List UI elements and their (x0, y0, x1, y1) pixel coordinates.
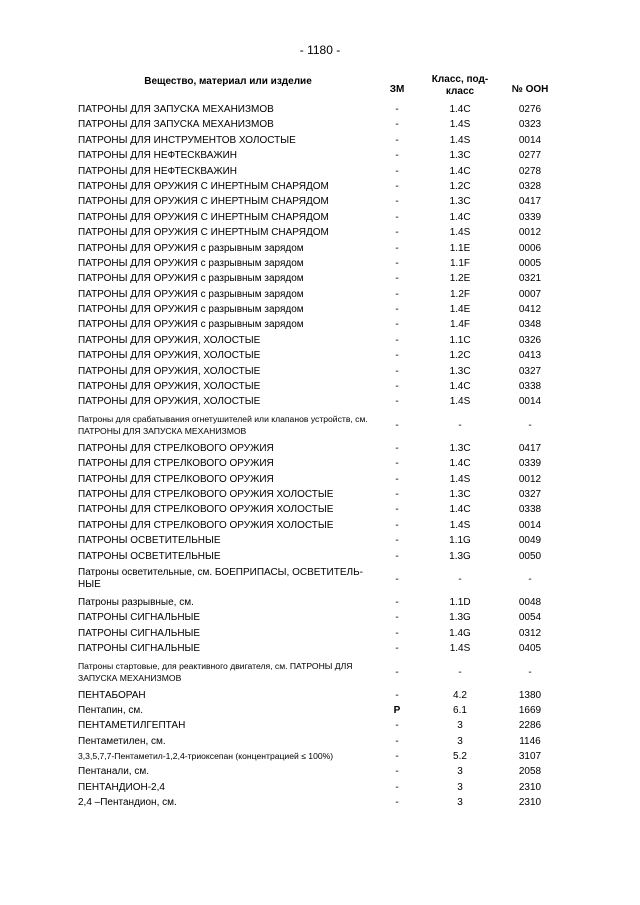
substance-cell: ПАТРОНЫ ДЛЯ СТРЕЛКОВОГО ОРУЖИЯ (78, 473, 274, 485)
table-row (0, 133, 640, 148)
substance-cell: ПАТРОНЫ ДЛЯ ОРУЖИЯ с разрывным зарядом (78, 257, 304, 269)
substance-cell: ПАТРОНЫ ДЛЯ ОРУЖИЯ с разрывным зарядом (78, 288, 304, 300)
un-number-cell: 0323 (518, 119, 542, 131)
substance-cell: Патроны разрывные, см. (78, 596, 194, 608)
class-cell: 1.3C (449, 365, 471, 377)
un-number-cell: 0054 (518, 612, 542, 624)
un-number-cell: 0277 (518, 150, 542, 162)
table-row (0, 333, 640, 348)
zm-cell: - (395, 304, 399, 316)
substance-cell: Пентанали, см. (78, 766, 150, 778)
class-cell: 1.4S (449, 519, 471, 531)
table-row (0, 441, 640, 456)
zm-cell: - (395, 381, 399, 393)
zm-cell: - (395, 689, 399, 701)
un-number-cell: 0312 (518, 627, 542, 639)
substance-cell: ПАТРОНЫ ДЛЯ ОРУЖИЯ с разрывным зарядом (78, 273, 304, 285)
substance-cell: Пентаметилен, см. (78, 735, 166, 747)
zm-cell: - (395, 288, 399, 300)
table-row (0, 148, 640, 163)
class-cell: 3 (457, 735, 463, 747)
class-cell: 1.1C (449, 334, 471, 346)
zm-cell: - (395, 350, 399, 362)
substance-cell: ПЕНТАНДИОН-2,4 (78, 781, 165, 793)
class-cell: 1.4C (449, 504, 471, 516)
un-number-cell: 2058 (518, 766, 542, 778)
table-row (0, 780, 640, 795)
class-cell: 1.3C (449, 196, 471, 208)
table-row (0, 734, 640, 749)
substance-cell: ПАТРОНЫ ДЛЯ ОРУЖИЯ, ХОЛОСТЫЕ (78, 396, 261, 408)
zm-cell: - (395, 180, 399, 192)
class-cell: 1.3G (449, 550, 471, 562)
class-cell: 1.2C (449, 180, 471, 192)
class-cell: 1.2F (449, 288, 470, 300)
table-row (0, 379, 640, 394)
un-number-cell: 0007 (518, 288, 542, 300)
substance-cell: ПАТРОНЫ ДЛЯ НЕФТЕСКВАЖИН (78, 150, 238, 162)
zm-cell: - (395, 573, 399, 585)
class-cell: 1.4F (449, 319, 470, 331)
table-row (0, 194, 640, 209)
class-cell: 3 (457, 720, 463, 732)
class-cell: 1.3G (449, 612, 471, 624)
un-number-cell: 0278 (518, 165, 542, 177)
zm-cell: - (395, 643, 399, 655)
un-number-cell: 0327 (518, 488, 542, 500)
class-cell: 1.4S (449, 473, 471, 485)
page-number: - 1180 - (299, 43, 341, 57)
table-row (0, 518, 640, 533)
table-row (0, 317, 640, 332)
table-row (0, 348, 640, 363)
un-number-cell: 1380 (518, 689, 542, 701)
table-row (0, 688, 640, 703)
table-row (0, 179, 640, 194)
un-number-cell: 0412 (518, 304, 542, 316)
un-number-cell: - (528, 419, 532, 431)
un-number-cell: 2310 (518, 797, 542, 809)
zm-cell: P (393, 704, 401, 716)
table-row (0, 364, 640, 379)
class-cell: 1.4G (449, 627, 471, 639)
un-number-cell: 0006 (518, 242, 542, 254)
substance-cell: ПАТРОНЫ СИГНАЛЬНЫЕ (78, 643, 201, 655)
class-cell: 1.4C (449, 458, 471, 470)
substance-cell: ПЕНТАБОРАН (78, 689, 146, 701)
zm-cell: - (395, 242, 399, 254)
zm-cell: - (395, 612, 399, 624)
class-cell: 1.4C (449, 104, 471, 115)
class-cell: - (458, 666, 462, 678)
un-number-cell: 2310 (518, 781, 542, 793)
substance-cell: ПАТРОНЫ ОСВЕТИТЕЛЬНЫЕ (78, 535, 221, 547)
un-number-cell: 3107 (518, 751, 542, 763)
class-cell: 1.4C (449, 211, 471, 223)
zm-cell: - (395, 165, 399, 177)
un-number-cell: 0328 (518, 180, 542, 192)
zm-cell: - (395, 781, 399, 793)
table-row (0, 287, 640, 302)
zm-cell: - (395, 550, 399, 562)
substance-cell: ПАТРОНЫ ДЛЯ НЕФТЕСКВАЖИН (78, 165, 238, 177)
table-row (0, 749, 640, 764)
class-cell: 3 (457, 797, 463, 809)
un-number-cell: 0405 (518, 643, 542, 655)
table-row (0, 271, 640, 286)
table-row (0, 533, 640, 548)
substance-cell: ПАТРОНЫ ДЛЯ ОРУЖИЯ С ИНЕРТНЫМ СНАРЯДОМ (78, 227, 329, 239)
substance-cell: ПАТРОНЫ ДЛЯ СТРЕЛКОВОГО ОРУЖИЯ ХОЛОСТЫЕ (78, 488, 334, 500)
zm-cell: - (395, 535, 399, 547)
table-row (0, 117, 640, 132)
class-cell: 1.4S (449, 119, 471, 131)
table-row (0, 456, 640, 471)
class-cell: 1.2C (449, 350, 471, 362)
zm-cell: - (395, 751, 399, 763)
class-cell: - (458, 573, 462, 585)
table-row (0, 564, 640, 595)
un-number-cell: 0005 (518, 257, 542, 269)
substance-cell: ПАТРОНЫ СИГНАЛЬНЫЕ (78, 627, 201, 639)
zm-cell: - (395, 458, 399, 470)
zm-cell: - (395, 134, 399, 146)
zm-cell: - (395, 396, 399, 408)
un-number-cell: 1669 (518, 704, 542, 716)
zm-cell: - (395, 150, 399, 162)
un-number-cell: 2286 (518, 720, 542, 732)
class-cell: 1.3C (449, 150, 471, 162)
table-row (0, 394, 640, 409)
class-cell: 1.4C (449, 381, 471, 393)
substance-cell: ПАТРОНЫ ДЛЯ ОРУЖИЯ С ИНЕРТНЫМ СНАРЯДОМ (78, 211, 329, 223)
class-cell: 1.1F (449, 257, 470, 269)
class-cell: 1.1D (449, 596, 471, 608)
zm-cell: - (395, 797, 399, 809)
substance-cell: ПАТРОНЫ ДЛЯ ОРУЖИЯ, ХОЛОСТЫЕ (78, 334, 261, 346)
header-substance: Вещество, материал или изделие (144, 76, 312, 87)
un-number-cell: 0327 (518, 365, 542, 377)
substance-cell: ПАТРОНЫ ДЛЯ ОРУЖИЯ с разрывным зарядом (78, 304, 304, 316)
un-number-cell: - (528, 666, 532, 678)
table-row (0, 225, 640, 240)
un-number-cell: 0014 (518, 396, 542, 408)
substance-cell: 2,4 –Пентандион, см. (78, 797, 177, 809)
un-number-cell: 0321 (518, 273, 542, 285)
table-row (0, 795, 640, 810)
un-number-cell: 0014 (518, 134, 542, 146)
class-cell: 1.1E (449, 242, 471, 254)
un-number-cell: 0417 (518, 442, 542, 454)
table-row (0, 410, 640, 441)
un-number-cell: - (528, 573, 532, 585)
zm-cell: - (395, 227, 399, 239)
table-row (0, 703, 640, 718)
zm-cell: - (395, 596, 399, 608)
un-number-cell: 0326 (518, 334, 542, 346)
substance-cell: Пентапин, см. (78, 704, 144, 716)
substance-cell: ПАТРОНЫ ДЛЯ ОРУЖИЯ, ХОЛОСТЫЕ (78, 365, 261, 377)
un-number-cell: 0014 (518, 519, 542, 531)
un-number-cell: 0050 (518, 550, 542, 562)
zm-cell: - (395, 766, 399, 778)
un-number-cell: 0048 (518, 596, 542, 608)
substance-cell: ПАТРОНЫ ДЛЯ ОРУЖИЯ с разрывным зарядом (78, 319, 304, 331)
zm-cell: - (395, 735, 399, 747)
class-cell: 1.4S (449, 134, 471, 146)
table-row (0, 549, 640, 564)
substance-cell: ПАТРОНЫ ДЛЯ ОРУЖИЯ С ИНЕРТНЫМ СНАРЯДОМ (78, 180, 329, 192)
zm-cell: - (395, 666, 399, 678)
class-cell: 3 (457, 766, 463, 778)
substance-cell: ПАТРОНЫ ДЛЯ СТРЕЛКОВОГО ОРУЖИЯ ХОЛОСТЫЕ (78, 519, 334, 531)
substance-cell: ПАТРОНЫ ДЛЯ ЗАПУСКА МЕХАНИЗМОВ (78, 104, 274, 115)
table-row (0, 502, 640, 517)
class-cell: 1.2E (449, 273, 471, 285)
substance-cell: ПАТРОНЫ ОСВЕТИТЕЛЬНЫЕ (78, 550, 221, 562)
un-number-cell: 0338 (518, 381, 542, 393)
substance-cell: ПАТРОНЫ ДЛЯ ОРУЖИЯ с разрывным зарядом (78, 242, 304, 254)
substance-cell: ПАТРОНЫ ДЛЯ ОРУЖИЯ С ИНЕРТНЫМ СНАРЯДОМ (78, 196, 329, 208)
zm-cell: - (395, 319, 399, 331)
table-row (0, 256, 640, 271)
substance-cell: ПАТРОНЫ ДЛЯ ИНСТРУМЕНТОВ ХОЛОСТЫЕ (78, 134, 296, 146)
un-number-cell: 0417 (518, 196, 542, 208)
class-cell: 6.1 (453, 704, 467, 716)
substance-cell: ПАТРОНЫ ДЛЯ ОРУЖИЯ, ХОЛОСТЫЕ (78, 381, 261, 393)
zm-cell: - (395, 257, 399, 269)
header-zm: ЗМ (389, 84, 405, 95)
class-cell: 1.4E (449, 304, 471, 316)
class-cell: 1.3C (449, 488, 471, 500)
class-cell: 1.3C (449, 442, 471, 454)
un-number-cell: 0012 (518, 473, 542, 485)
table-row (0, 657, 640, 688)
table-row (0, 472, 640, 487)
substance-cell: Патроны стартовые, для реактивного двигателя, см. ПАТРОНЫ ДЛЯ ЗАПУСКА МЕХАНИЗМОВ (78, 660, 353, 683)
class-cell: - (458, 419, 462, 431)
un-number-cell: 0348 (518, 319, 542, 331)
table-row (0, 241, 640, 256)
zm-cell: - (395, 519, 399, 531)
table-row (0, 764, 640, 779)
table-row (0, 487, 640, 502)
substance-cell: ПАТРОНЫ ДЛЯ СТРЕЛКОВОГО ОРУЖИЯ (78, 458, 274, 470)
zm-cell: - (395, 119, 399, 131)
class-cell: 1.4S (449, 396, 471, 408)
class-cell: 3 (457, 781, 463, 793)
substance-cell: 3,3,5,7,7-Пентаметил-1,2,4-триоксепан (концентрацией ≤ 100%) (78, 751, 334, 762)
un-number-cell: 1146 (519, 735, 541, 747)
class-cell: 1.4S (449, 643, 471, 655)
zm-cell: - (395, 211, 399, 223)
zm-cell: - (395, 627, 399, 639)
zm-cell: - (395, 365, 399, 377)
zm-cell: - (395, 488, 399, 500)
zm-cell: - (395, 720, 399, 732)
substance-cell: Патроны осветительные, см. БОЕПРИПАСЫ, ОСВЕТИТЕЛЬ-НЫЕ (78, 566, 363, 590)
zm-cell: - (395, 196, 399, 208)
table-row (0, 610, 640, 625)
header-class: Класс, под-класс (431, 74, 489, 97)
un-number-cell: 0339 (518, 211, 542, 223)
zm-cell: - (395, 442, 399, 454)
header-un-number: № ООН (511, 84, 549, 95)
substance-cell: ПАТРОНЫ ДЛЯ СТРЕЛКОВОГО ОРУЖИЯ (78, 442, 274, 454)
table-row (0, 641, 640, 656)
zm-cell: - (395, 473, 399, 485)
substance-cell: ПЕНТАМЕТИЛГЕПТАН (78, 720, 186, 732)
substance-cell: ПАТРОНЫ СИГНАЛЬНЫЕ (78, 612, 201, 624)
substance-cell: Патроны для срабатывания огнетушителей или клапанов устройств, см. ПАТРОНЫ ДЛЯ ЗАПУСКА МЕХАНИЗМОВ (78, 413, 368, 436)
un-number-cell: 0338 (518, 504, 542, 516)
substance-cell: ПАТРОНЫ ДЛЯ ОРУЖИЯ, ХОЛОСТЫЕ (78, 350, 261, 362)
un-number-cell: 0413 (518, 350, 542, 362)
table-body (0, 102, 640, 811)
table-row (0, 210, 640, 225)
substance-cell: ПАТРОНЫ ДЛЯ ЗАПУСКА МЕХАНИЗМОВ (78, 119, 274, 131)
table-row (0, 102, 640, 117)
substance-cell: ПАТРОНЫ ДЛЯ СТРЕЛКОВОГО ОРУЖИЯ ХОЛОСТЫЕ (78, 504, 334, 516)
zm-cell: - (395, 273, 399, 285)
class-cell: 1.4S (449, 227, 471, 239)
class-cell: 4.2 (453, 689, 467, 701)
zm-cell: - (395, 334, 399, 346)
zm-cell: - (395, 104, 399, 115)
table-header (0, 72, 640, 102)
zm-cell: - (395, 419, 399, 431)
un-number-cell: 0276 (518, 104, 542, 115)
zm-cell: - (395, 504, 399, 516)
un-number-cell: 0339 (518, 458, 542, 470)
table-row (0, 164, 640, 179)
table-row (0, 718, 640, 733)
class-cell: 1.4C (449, 165, 471, 177)
un-number-cell: 0012 (518, 227, 542, 239)
table-row (0, 302, 640, 317)
class-cell: 1.1G (449, 535, 471, 547)
class-cell: 5.2 (453, 751, 467, 763)
table-row (0, 626, 640, 641)
un-number-cell: 0049 (518, 535, 542, 547)
table-row (0, 595, 640, 610)
